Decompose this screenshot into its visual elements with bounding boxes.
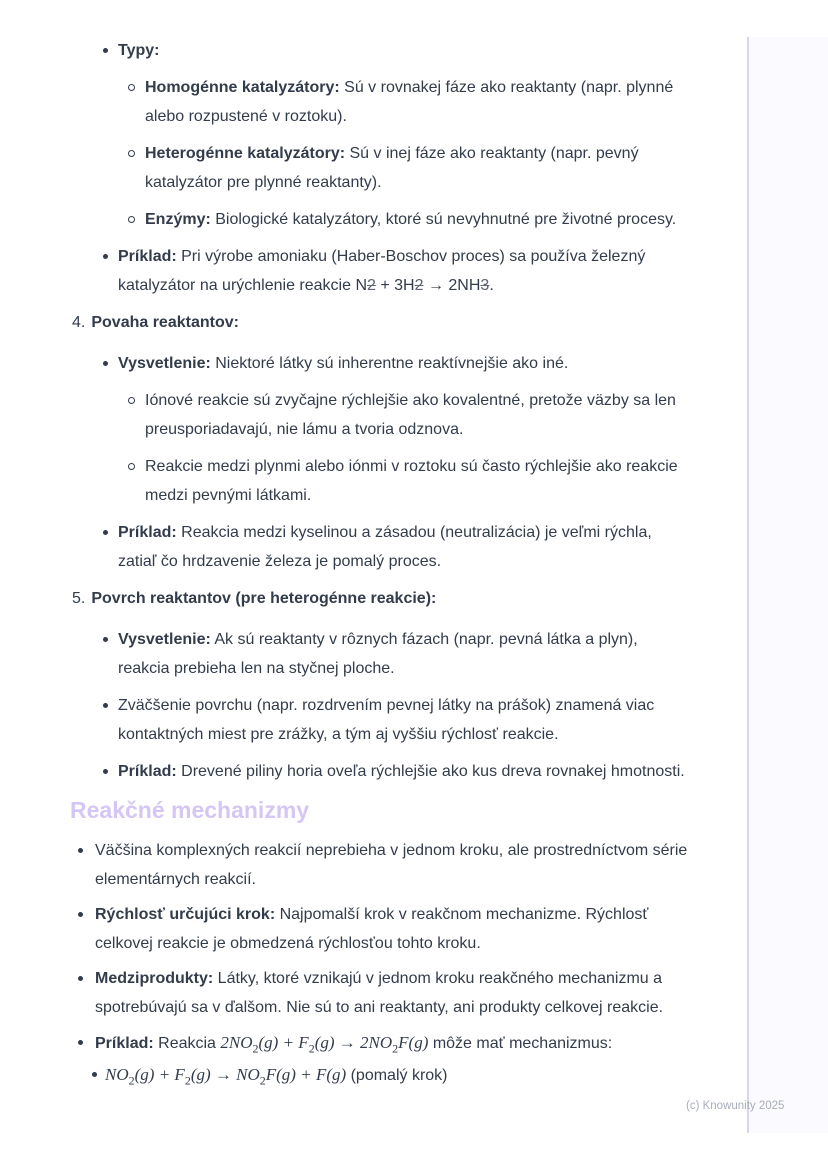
list-item-zvacsenie: Zväčšenie povrchu (napr. rozdrvením pevnej látky na prášok) znamená viac kontaktných miest pre zrážky, a tým aj vyššiu rýchlosť reakcie. xyxy=(118,691,692,749)
list-item-medziprodukty xyxy=(95,964,692,1022)
term-text: Najpomalší krok v reakčnom mechanizme. Rýchlosť celkovej reakcie je obmedzená rýchlosťou tohto kroku. xyxy=(95,906,649,952)
section-title xyxy=(72,308,692,337)
section-heading-mechanizmy: Reakčné mechanizmy xyxy=(70,797,310,823)
section-povaha-reaktantov xyxy=(70,308,692,576)
list-item-priklad-catalyst xyxy=(118,242,692,300)
nested-list xyxy=(118,386,692,510)
term-text: Látky, ktoré vznikajú v jednom kroku reakčného mechanizmu a spotrebúvajú sa v ďalšom. Nie sú to ani reaktanty, ani produkty celkovej reakcie. xyxy=(95,970,664,1016)
term-label: Homogénne katalyzátory: xyxy=(145,79,340,96)
typy-label: Typy: xyxy=(118,42,160,59)
term-text: Sú v inej fáze ako reaktanty (napr. pevný katalyzátor pre plynné reaktanty). xyxy=(145,145,639,191)
list-item-heterogenne xyxy=(145,139,692,197)
struck-subscript: 2 xyxy=(414,277,424,294)
priklad-label: Príklad: xyxy=(118,248,177,265)
reaction-step-equation: $NO_2(g) + F_2(g) \to NO_2F(g) + F(g)$ xyxy=(105,1065,347,1088)
section-list xyxy=(70,349,692,576)
priklad-text: Drevené piliny horia oveľa rýchlejšie ako kus dreva rovnakej hmotnosti. xyxy=(176,763,685,780)
vysvetlenie-label: Vysvetlenie: xyxy=(118,631,211,648)
struck-subscript: 2 xyxy=(367,277,376,294)
section-number: 5. xyxy=(72,590,86,607)
priklad-label: Príklad: xyxy=(95,1035,154,1052)
chemical-formula: N2 + 3H2 → 2NH3. xyxy=(355,277,494,294)
list-item-step xyxy=(105,1060,692,1090)
section-title-text: Povrch reaktantov (pre heterogénne reakcie): xyxy=(91,590,437,607)
priklad-label: Príklad: xyxy=(118,524,177,541)
list-item: Reakcie medzi plynmi alebo iónmi v roztoku sú často rýchlejšie ako reakcie medzi pevnými látkami. xyxy=(145,452,692,510)
section-povrch-reaktantov xyxy=(70,584,692,786)
section-list xyxy=(70,625,692,786)
vysvetlenie-text: Ak sú reaktanty v rôznych fázach (napr. pevná látka a plyn), reakcia prebieha len na styčnej ploche. xyxy=(118,631,638,677)
term-label: Heterogénne katalyzátory: xyxy=(145,145,346,162)
next-page-edge xyxy=(747,37,828,1133)
term-text: Biologické katalyzátory, ktoré sú nevyhnutné pre životné procesy. xyxy=(210,211,677,228)
section-title-text: Povaha reaktantov: xyxy=(91,314,239,331)
vysvetlenie-label: Vysvetlenie: xyxy=(118,355,211,372)
copyright-watermark: (c) Knowunity 2025 xyxy=(686,1100,785,1112)
priklad-text: Reakcia medzi kyselinou a zásadou (neutralizácia) je veľmi rýchla, zatiaľ čo hrdzavenie železa je pomalý proces. xyxy=(118,524,652,570)
catalyst-subtypes-list xyxy=(118,73,692,234)
mechanism-steps-list xyxy=(95,1060,692,1090)
catalyst-list xyxy=(70,36,692,300)
list-item: Iónové reakcie sú zvyčajne rýchlejšie ako kovalentné, pretože väzby sa len preusporiadavajú, nie lámu a tvoria odznova. xyxy=(145,386,692,444)
list-item-enzymy xyxy=(145,205,692,234)
page-content xyxy=(70,0,692,1096)
vysvetlenie-text: Niektoré látky sú inherentne reaktívnejšie ako iné. xyxy=(210,355,569,372)
priklad-label: Príklad: xyxy=(118,763,177,780)
list-item-priklad xyxy=(118,757,692,786)
list-item-typy xyxy=(118,36,692,234)
step-note: (pomalý krok) xyxy=(346,1067,448,1084)
mechanisms-list xyxy=(70,836,692,1090)
term-label: Medziprodukty: xyxy=(95,970,214,987)
list-item-homogenne xyxy=(145,73,692,131)
list-item-vysvetlenie xyxy=(118,349,692,510)
list-item: Väčšina komplexných reakcií neprebieha v jednom kroku, ale prostredníctvom série elementárnych reakcií. xyxy=(95,836,692,894)
list-item-priklad xyxy=(118,518,692,576)
list-item-priklad-mech: Príklad: Reakcia $2NO_2(g) + F_2(g) \to 2NO_2F(g)$ môže mať mechanizmus: $NO_2(g) + F_2(g) \to NO_2F(g) + F(g)$ (pomalý krok) xyxy=(95,1028,692,1090)
reaction-equation: $2NO_2(g) + F_2(g) \to 2NO_2F(g)$ xyxy=(220,1033,429,1056)
list-item-vysvetlenie xyxy=(118,625,692,683)
term-label: Rýchlosť určujúci krok: xyxy=(95,906,276,923)
term-text: Sú v rovnakej fáze ako reaktanty (napr. plynné alebo rozpustené v roztoku). xyxy=(145,79,674,125)
section-title xyxy=(72,584,692,613)
term-label: Enzýmy: xyxy=(145,211,211,228)
list-item-rychlost xyxy=(95,900,692,958)
section-number: 4. xyxy=(72,314,86,331)
struck-subscript: 3 xyxy=(480,277,490,294)
priklad-text: Pri výrobe amoniaku (Haber-Boschov proces) sa používa železný katalyzátor na urýchlenie reakcie xyxy=(118,248,646,294)
